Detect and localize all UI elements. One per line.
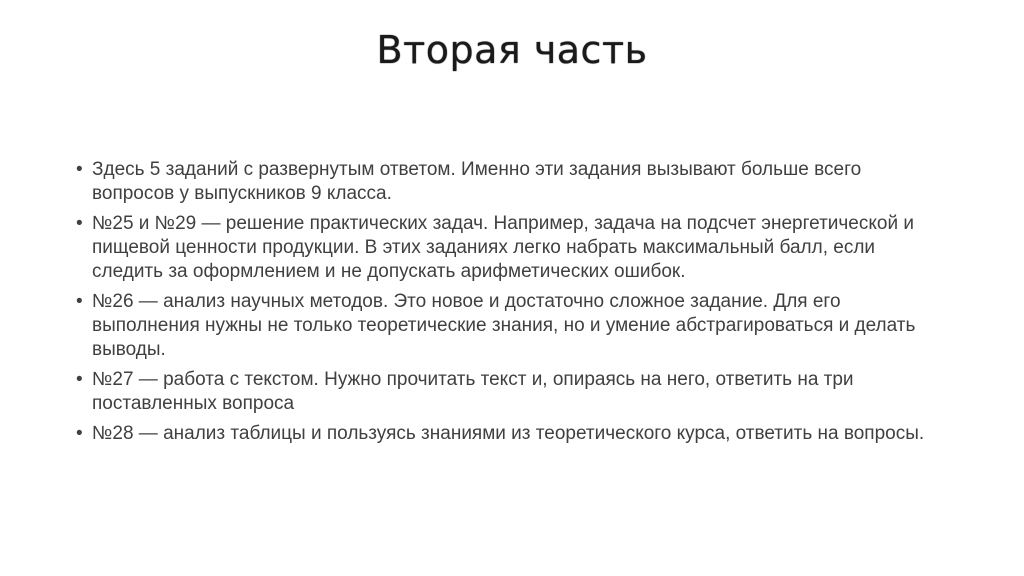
- list-item: [76, 158, 946, 206]
- bullet-icon: •: [76, 213, 83, 234]
- list-item-text: №27 — работа с текстом. Нужно прочитать текст и, опираясь на него, ответить на три поставленных вопроса: [92, 369, 854, 414]
- list-item: [76, 422, 946, 446]
- list-item-text: №25 и №29 — решение практических задач. Например, задача на подсчет энергетической и пищевой ценности продукции. В этих заданиях легко набрать максимальный балл, если следить за оформлением и не допускать арифметических ошибок.: [92, 213, 914, 282]
- slide-title: Вторая часть: [376, 28, 648, 72]
- list-item: [76, 290, 946, 362]
- list-item-text: №28 — анализ таблицы и пользуясь знаниями из теоретического курса, ответить на вопросы.: [92, 423, 925, 444]
- list-item: [76, 368, 946, 416]
- list-item-text: Здесь 5 заданий с развернутым ответом. Именно эти задания вызывают больше всего вопросов у выпускников 9 класса.: [92, 159, 862, 204]
- bullet-icon: •: [76, 159, 83, 180]
- bullet-icon: •: [76, 369, 83, 390]
- bullet-icon: •: [76, 291, 83, 312]
- bullet-icon: •: [76, 423, 83, 444]
- list-item-text: №26 — анализ научных методов. Это новое и достаточно сложное задание. Для его выполнения нужны не только теоретические знания, но и умение абстрагироваться и делать выводы.: [92, 291, 916, 360]
- list-item: [76, 212, 946, 284]
- bullet-list: [76, 158, 946, 452]
